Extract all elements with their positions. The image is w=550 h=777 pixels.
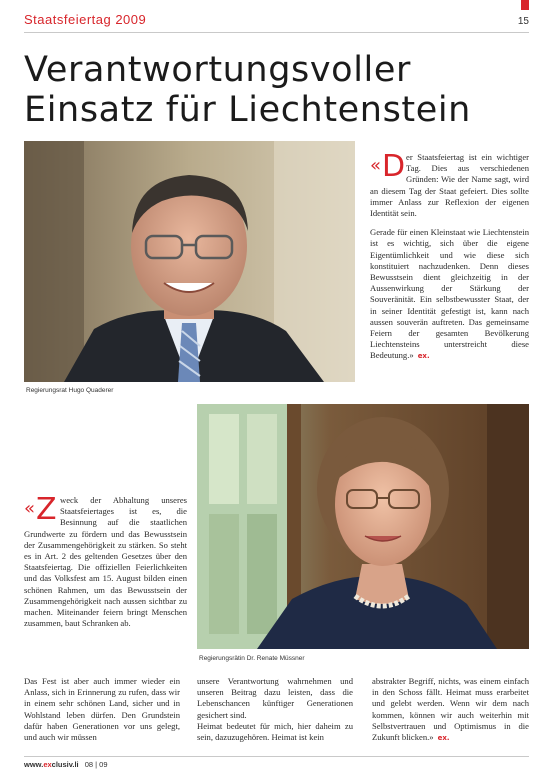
quote-mark-icon: « [370,155,382,176]
end-mark-icon: ex. [437,734,450,743]
page-footer [24,760,108,769]
page-number: 15 [517,16,529,27]
headline [24,50,529,130]
footer-url-brand: ex [43,760,52,769]
footer-url-prefix: www. [24,760,44,769]
article-1-paragraph-2 [370,227,529,362]
footer-divider [24,756,529,757]
footer-url-suffix: clusiv.li [51,760,79,769]
article-1-paragraph-1 [370,149,529,219]
headline-line-1: Verantwortungsvoller [24,50,411,90]
article-2-paragraph-1 [24,492,187,629]
article-2-bottom-column-1 [24,676,180,743]
end-mark-icon: ex. [417,352,430,361]
red-tab-marker [521,0,529,10]
page-header [24,9,529,31]
article-2-bottom-column-3 [372,676,529,744]
drop-cap: Z [36,492,57,527]
photo-caption-1: Regierungsrat Hugo Quaderer [26,387,114,394]
footer-issue: 08 | 09 [84,760,108,769]
header-divider [24,32,529,33]
article-2 [24,492,187,637]
article-2-text-1: weck der Abhaltung unseres Staatsfeiertages ist es, die Besinnung auf die staatlichen Grundwerte zu fördern und das Bewusstsein der Zusammengehörigkeit zu stärken. So steht es in Art. 2 des geltenden Gesetzes über den Staatsfeiertag. Die offiziellen Feierlichkeiten und das Volksfest am 15. August bilden einen schönen Rahmen, um das Bewusstsein der Zusammengehörigkeit nach aussen sichtbar zu machen. Miteinander feiern bringt Menschen zusammen, baut Schranken ab. [24,495,187,629]
article-2-text-3: unsere Verantwortung wahrnehmen und unseren Beitrag dazu leisten, dass die Lebenschancen künftiger Generationen gesichert sind. [197,676,353,720]
photo-caption-2: Regierungsrätin Dr. Renate Müssner [199,655,305,662]
portrait-photo-muessner [197,404,529,649]
article-1 [370,149,529,371]
article-1-text-1: er Staatsfeiertag ist ein wichtiger Tag. Dies aus verschiedenen Gründen: Wie der Name sagt, wird an diesem Tag der Staat gefeiert. Dies sollte immer Anlass zur Reflexion der eigenen Identität sein. [370,152,529,219]
article-2-text-4: Heimat bedeutet für mich, hier daheim zu sein, dazuzugehören. Heimat ist kein [197,720,353,743]
article-2-text-5: abstrakter Begriff, nichts, was einem einfach in den Schoss fällt. Heimat muss erarbeitet und gelebt werden. Wenn wir dem nach kommen, können wir auch weiterhin mit Selbstvertrauen und Optimismus in die Zukunft blicken.» [372,676,529,743]
quote-mark-icon: « [24,498,36,519]
headline-line-2: Einsatz für Liechtenstein [24,90,471,130]
drop-cap: D [382,149,406,184]
article-2-text-2: Das Fest ist aber auch immer wieder ein Anlass, sich in Erinnerung zu rufen, dass wir in einem sehr schönen Land, sicher und in Wohlstand leben dürfen. Den Grundstein dafür haben Generationen vor uns gelegt, und auch wir müssen [24,676,180,743]
article-2-bottom-column-2 [197,676,353,743]
portrait-photo-quaderer [24,141,355,382]
section-title: Staatsfeiertag 2009 [24,12,147,27]
article-1-text-2: Gerade für einen Kleinstaat wie Liechtenstein ist es wichtig, sich über die eigene Eigentümlichkeit und wie diese sich konstituiert nachzudenken. Denn dieses Bewusstsein dient gleichzeitig in der Aussenwirkung der Stärkung der Souveränität. Ein selbstbewusster Staat, der in seiner Identität gefestigt ist, kann nach aussen souverän auftreten. Das gemeinsame Feiern der gesamten Bevölkerung Liechtensteins unterstreicht diese Bedeutung.» [370,227,529,361]
footer-url[interactable] [24,760,79,769]
